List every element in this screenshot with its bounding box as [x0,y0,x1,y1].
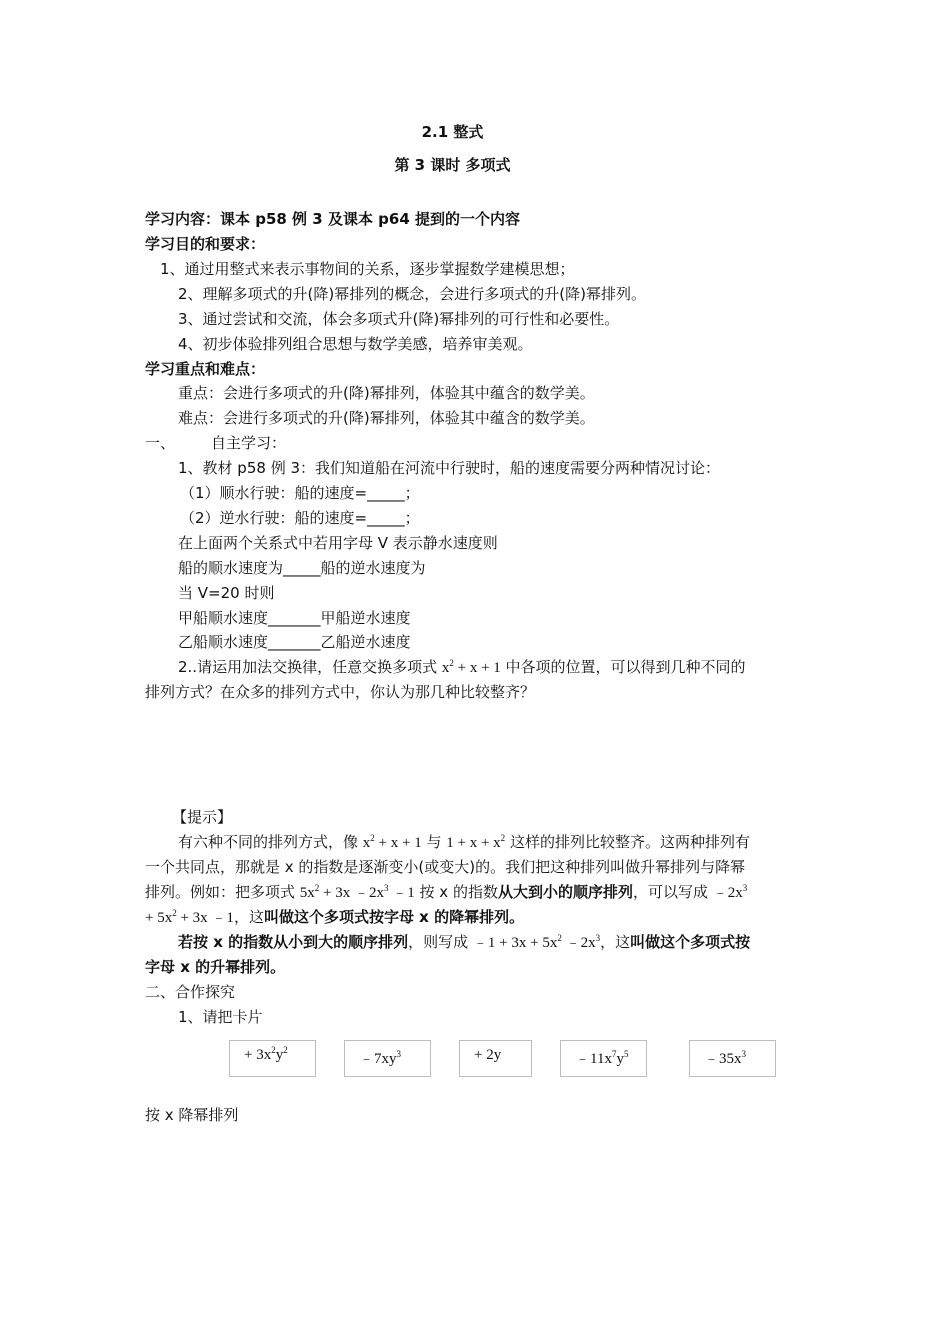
keypoints-heading: 学习重点和难点： [145,360,266,378]
term-card [560,1040,647,1077]
term-card-text: + $3x^2y^2$ [244,1045,288,1063]
question-1c: 在上面两个关系式中若用字母 V 表示静水速度则 [178,534,498,552]
polynomial-expression: $x^2 + x + 1$ [441,658,501,676]
hint-label: 【提示】 [172,808,233,826]
term-card-text: $﹣11x^7y^5$ [575,1049,629,1067]
question-2-cont: 排列方式？在众多的排列方式中，你认为那几种比较整齐？ [145,683,536,701]
math-expr: $x^2 + x + 1$ [362,833,422,851]
focus-point: 重点：会进行多项式的升(降)幂排列，体验其中蕴含的数学美。 [178,384,595,402]
goals-heading: 学习目的和要求： [145,235,266,253]
sort-instruction: 按 x 降幂排列 [145,1106,239,1124]
goal-item: 1、通过用整式来表示事物间的关系，逐步掌握数学建模思想； [160,260,575,278]
question-1a: （1）顺水行驶：船的速度=_____； [180,484,420,502]
hint-paragraph-line: 若按 x 的指数从小到大的顺序排列，则写成 ﹣1 + $3x + 5x^2$ $﹣2x^3$，这叫做这个多项式按 [178,933,751,951]
question-1: 1、教材 p58 例 3：我们知道船在河流中行驶时，船的速度需要分两种情况讨论： [178,459,721,477]
term-card [689,1040,776,1077]
section1-title: 自主学习： [211,434,287,452]
question-1b: （2）逆水行驶：船的速度=_____； [180,509,420,527]
term-card-text: $﹣7xy^3$ [359,1049,402,1067]
section1-number: 一、 [145,434,176,452]
hint-paragraph-line: 有六种不同的排列方式，像 $x^2 + x + 1$ 与 $1 + x + x^2$ 这样的排列比较整齐。这两种排列有 [178,833,750,851]
goal-item: 4、初步体验排列组合思想与数学美感，培养审美观。 [178,335,533,353]
math-expr: + $5x^2 + 3x$ ﹣1 [145,908,234,926]
term-card-text: $﹣35x^3$ [704,1049,747,1067]
hint-paragraph-line: 字母 x 的升幂排列。 [145,958,286,976]
goal-item: 3、通过尝试和交流，体会多项式升(降)幂排列的可行性和必要性。 [178,310,620,328]
section2-question: 1、请把卡片 [178,1008,263,1026]
question-2: 2..请运用加法交换律，任意交换多项式 $x^2 + x + 1$ 中各项的位置，可以得到几种不同的 [178,658,746,676]
hint-paragraph-line: 一个共同点，那就是 x 的指数是逐渐变小(或变大)的。我们把这种排列叫做升幂排列与降幂 [145,858,746,876]
math-expr: ﹣1 + $3x + 5x^2$ $﹣2x^3$ [472,933,601,951]
question-1e: 当 V=20 时则 [178,584,275,602]
question-1g: 乙船顺水速度_______乙船逆水速度 [178,633,411,651]
term-card [459,1040,532,1077]
lesson-title: 2.1 整式 [421,123,484,141]
question-1f: 甲船顺水速度_______甲船逆水速度 [178,609,411,627]
hint-paragraph-line: + $5x^2 + 3x$ ﹣1，这叫做这个多项式按字母 x 的降幂排列。 [145,908,525,926]
math-expr: $5x^2 + 3x$ $﹣2x^3$ ﹣1 [299,883,415,901]
term-card [229,1040,316,1077]
learning-content: 学习内容：课本 p58 例 3 及课本 p64 提到的一个内容 [145,210,520,228]
section2-title: 二、合作探究 [145,983,236,1001]
term-card-text: + 2y [474,1047,502,1063]
difficulty-point: 难点：会进行多项式的升(降)幂排列，体验其中蕴含的数学美。 [178,409,595,427]
math-expr: $1 + x + x^2$ [446,833,506,851]
math-expr: $﹣2x^3$ [712,883,748,901]
goal-item: 2、理解多项式的升(降)幂排列的概念，会进行多项式的升(降)幂排列。 [178,285,646,303]
term-card [344,1040,431,1077]
question-1d: 船的顺水速度为_____船的逆水速度为 [178,559,426,577]
hint-paragraph-line: 排列。例如：把多项式 $5x^2 + 3x$ $﹣2x^3$ ﹣1 按 x 的指数从大到小的顺序排列，可以写成 $﹣2x^3$ [145,883,748,901]
lesson-subtitle: 第 3 课时 多项式 [394,156,511,174]
